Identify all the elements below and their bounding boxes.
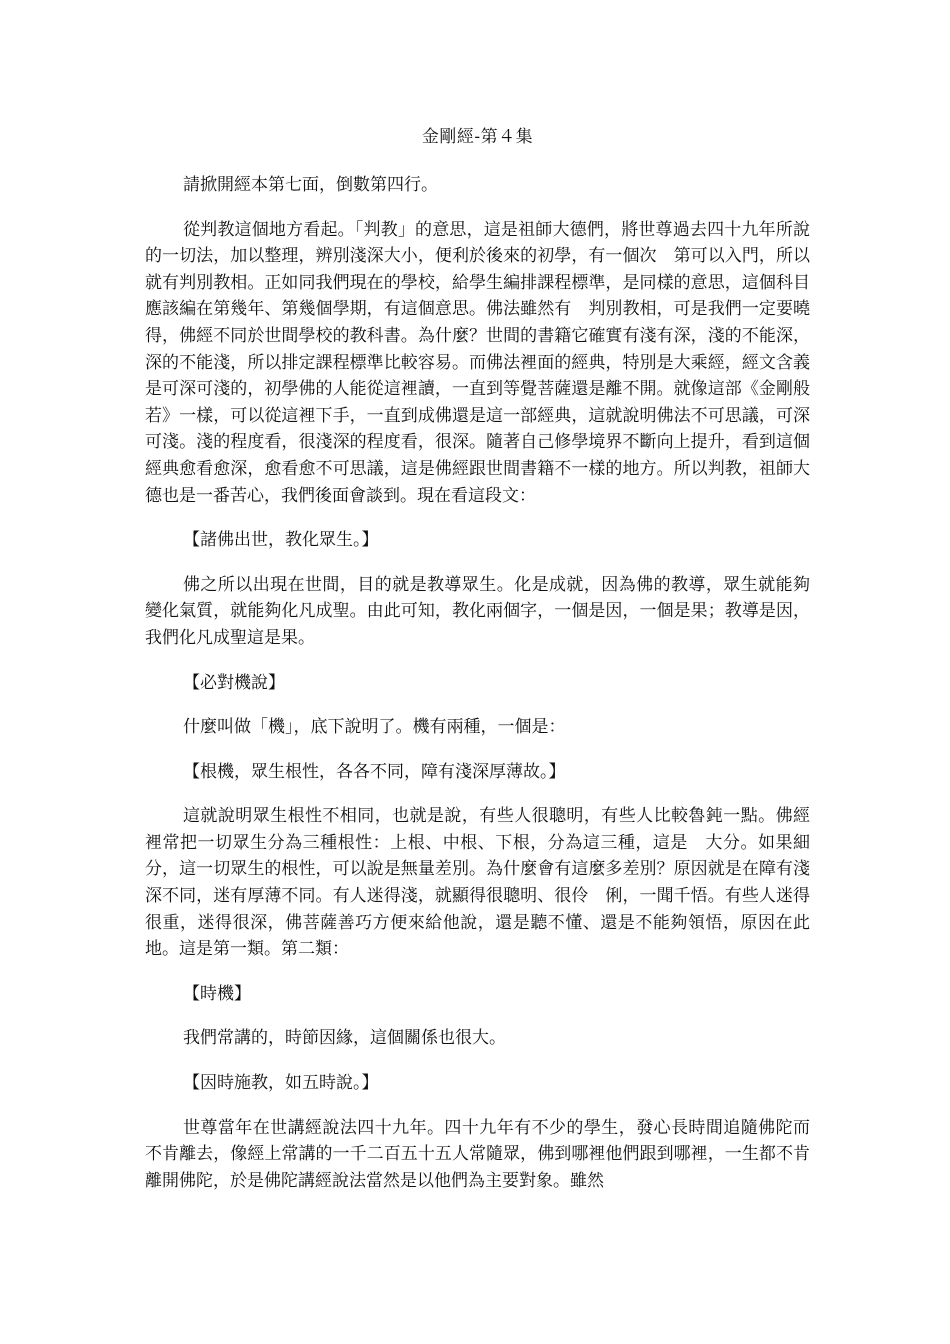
body-paragraph: 佛之所以出現在世間，目的就是教導眾生。化是成就，因為佛的教導，眾生就能夠變化氣質，就能夠化凡成聖。由此可知，教化兩個字，一個是因，一個是果；教導是因，我們化凡成聖這是果。 — [145, 574, 810, 648]
body-paragraph: 什麼叫做「機」，底下說明了。機有兩種，一個是： — [183, 717, 566, 738]
sutra-quote: 【諸佛出世，教化眾生。】 — [183, 530, 379, 551]
sutra-quote: 【時機】 — [183, 983, 251, 1004]
instruction-paragraph: 請掀開經本第七面，倒數第四行。 — [183, 175, 438, 195]
body-paragraph: 我們常講的，時節因緣，這個關係也很大。 — [183, 1028, 506, 1049]
body-paragraph: 從判教這個地方看起。「判教」的意思，這是祖師大德們，將世尊過去四十九年所說的一切法，加以整理，辨別淺深大小，便利於後來的初學，有一個次 第可以入門，所以就有判別教相。正如同我們現在的學校，給學生編排課程標準，是同樣的意思，這個科目應該編在第幾年、第幾個學期，有這個意思。佛法雖然有 判別教相，可是我們一定要曉得，佛經不同於世間學校的教科書。為什麼？世間的書籍它確實有淺有深，淺的不能深，深的不能淺，所以排定課程標準比較容易。而佛法裡面的經典，特別是大乘經，經文含義是可深可淺的，初學佛的人能從這裡讀，一直到等覺菩薩還是離不開。就像這部《金剛般若》一樣，可以從這裡下手，一直到成佛還是這一部經典，這就說明佛法不可思議，可深可淺。淺的程度看，很淺深的程度看，很深。隨著自己修學境界不斷向上提升，看到這個經典愈看愈深，愈看愈不可思議，這是佛經跟世間書籍不一樣的地方。所以判教，祖師大德也是一番苦心，我們後面會談到。現在看這段文： — [145, 219, 810, 506]
sutra-quote: 【因時施教，如五時說。】 — [183, 1073, 379, 1094]
document-title: 金剛經-第４集 — [421, 127, 534, 147]
body-paragraph: 世尊當年在世講經說法四十九年。四十九年有不少的學生，發心長時間追隨佛陀而不肯離去，像經上常講的一千二百五十五人常隨眾，佛到哪裡他們跟到哪裡，一生都不肯離開佛陀，於是佛陀講經說法當然是以他們為主要對象。雖然 — [145, 1117, 810, 1191]
document-page — [145, 124, 810, 1212]
sutra-quote: 【必對機說】 — [183, 672, 285, 693]
sutra-quote: 【根機，眾生根性，各各不同，障有淺深厚薄故。】 — [183, 761, 566, 782]
body-paragraph: 這就說明眾生根性不相同，也就是說，有些人很聰明，有些人比較魯鈍一點。佛經裡常把一切眾生分為三種根性：上根、中根、下根，分為這三種，這是 大分。如果細分，這一切眾生的根性，可以說是無量差別。為什麼會有這麼多差別？原因就是在障有淺深不同，迷有厚薄不同。有人迷得淺，就顯得很聰明、很伶 俐，一聞千悟。有些人迷得很重，迷得很深，佛菩薩善巧方便來給他說，還是聽不懂、還是不能夠領悟，原因在此地。這是第一類。第二類： — [145, 806, 810, 960]
